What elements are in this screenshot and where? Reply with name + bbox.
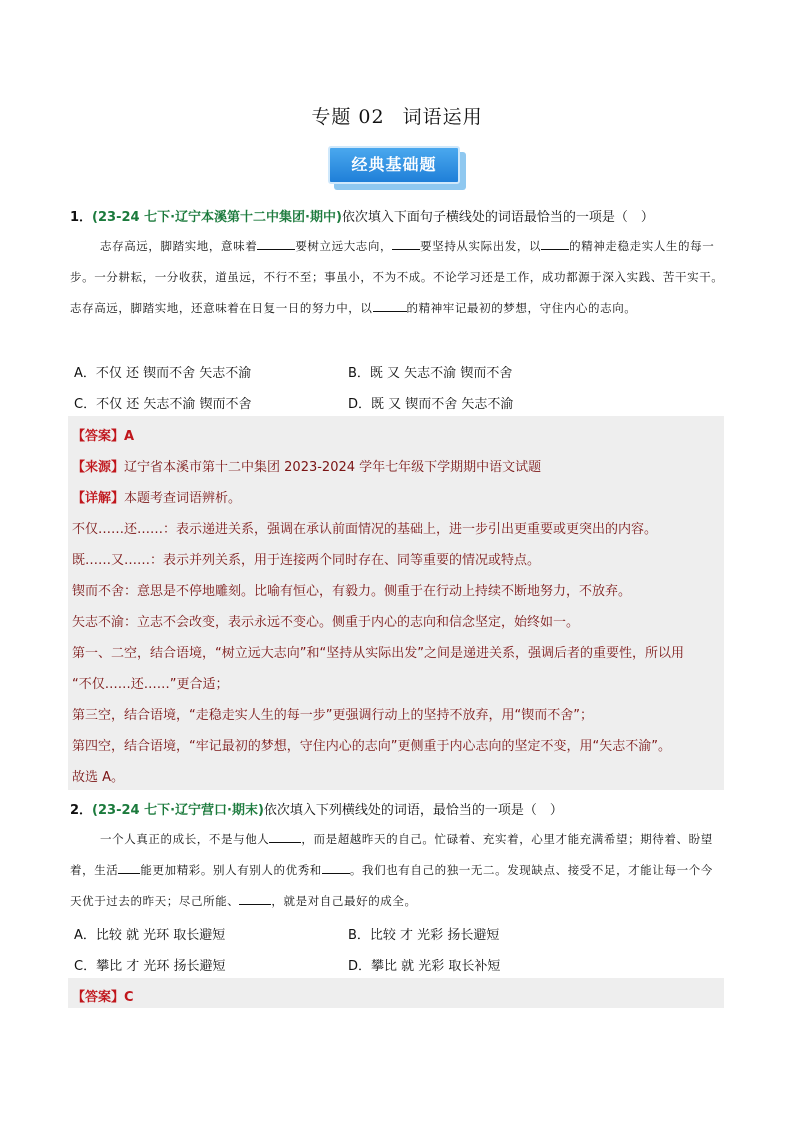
passage-text: 。我们也有自己的独一无二。发现缺点、接受不足，才能让每一个今天优于过去的昨天；尽己所能、 [70, 863, 713, 908]
question-1-passage [70, 231, 724, 324]
origin-text: 辽宁省本溪市第十二中集团 2023-2024 学年七年级下学期期中语文试题 [124, 460, 542, 475]
question-source: (23-24 七下·辽宁本溪第十二中集团·期中) [92, 210, 342, 225]
title-topic-name: 词语运用 [402, 106, 483, 128]
question-2-stem [70, 799, 725, 818]
fill-blank [239, 892, 271, 905]
question-prompt: 依次填入下面句子横线处的词语最恰当的一项是（ ） [341, 210, 654, 225]
answer-line [72, 986, 722, 1005]
fill-blank [392, 237, 420, 250]
explanation-line: 不仅……还……：表示递进关系，强调在承认前面情况的基础上，进一步引出更重要或更突出的内容。 [72, 522, 658, 537]
option-a: A．比较 就 光环 取长避短 [74, 928, 226, 943]
question-number: 1． [70, 210, 93, 225]
question-2-passage [70, 824, 724, 917]
passage-text: ，就是对自己最好的成全。 [271, 894, 417, 908]
origin-tag: 【来源】 [72, 460, 125, 475]
passage-text: 的精神走稳走实人生的每一步。一分耕耘，一分收获，道虽远，不行不至；事虽小，不为不成。不论学习还是工作，成功都源于深入实践、苦干实干。志存高远，脚踏实地，还意味着在日复一日的努力中，以 [70, 239, 724, 315]
passage-text: 志存高远，脚踏实地，意味着 [100, 239, 258, 253]
option-b: B．比较 才 光彩 扬长避短 [348, 928, 500, 943]
passage-text: 要坚持从实际出发，以 [420, 239, 542, 253]
option-b: B．既 又 矢志不渝 锲而不舍 [348, 366, 513, 381]
fill-blank [322, 861, 350, 874]
answer-tag: 【答案】 [72, 429, 125, 444]
explanation-line: 矢志不渝：立志不会改变，表示永远不变心。侧重于内心的志向和信念坚定，始终如一。 [72, 615, 580, 630]
conclusion-line: 故选 A。 [72, 770, 125, 785]
detail-tag: 【详解】 [72, 491, 125, 506]
answer-line [72, 425, 722, 444]
explanation-line: 第四空，结合语境，“牢记最初的梦想，守住内心的志向”更侧重于内心志向的坚定不变，用“矢志不渝”。 [72, 739, 671, 754]
banner-label: 经典基础题 [328, 146, 460, 184]
explanation-line: 锲而不舍：意思是不停地雕刻。比喻有恒心，有毅力。侧重于在行动上持续不断地努力，不放弃。 [72, 584, 632, 599]
title-topic-number: 专题 02 [311, 106, 385, 128]
option-d: D．既 又 锲而不舍 矢志不渝 [348, 397, 514, 412]
question-1-stem [70, 206, 725, 225]
option-c: C．攀比 才 光环 扬长避短 [74, 959, 226, 974]
passage-text: ，而是超越昨天的自己。忙碌着、充实着，心里才能充满希望；期待着、盼望着，生活 [70, 832, 713, 877]
origin-line [72, 456, 722, 475]
option-c: C．不仅 还 矢志不渝 锲而不舍 [74, 397, 252, 412]
question-prompt: 依次填入下列横线处的词语，最恰当的一项是（ ） [263, 803, 563, 818]
answer-value: A [124, 429, 135, 444]
explanation-line: “不仅……还……”更合适； [72, 677, 229, 692]
answer-value: C [124, 990, 134, 1005]
fill-blank [269, 830, 301, 843]
passage-text: 的精神牢记最初的梦想，守住内心的志向。 [406, 301, 637, 315]
fill-blank [118, 861, 140, 874]
answer-tag: 【答案】 [72, 990, 125, 1005]
explanation-line: 第一、二空，结合语境，“树立远大志向”和“坚持从实际出发”之间是递进关系，强调后者的重要性，所以用 [72, 646, 684, 661]
page-title [0, 102, 794, 129]
explanation-line: 既……又……：表示并列关系，用于连接两个同时存在、同等重要的情况或特点。 [72, 553, 541, 568]
question-source: (23-24 七下·辽宁营口·期末) [92, 803, 264, 818]
passage-text: 一个人真正的成长，不是与他人 [100, 832, 270, 846]
fill-blank [373, 299, 407, 312]
fill-blank [257, 237, 295, 250]
explanation-line: 第三空，结合语境，“走稳走实人生的每一步”更强调行动上的坚持不放弃，用“锲而不舍”； [72, 708, 593, 723]
detail-text: 本题考查词语辨析。 [124, 491, 242, 506]
passage-text: 能更加精彩。别人有别人的优秀和 [140, 863, 322, 877]
detail-line [72, 487, 722, 506]
option-a: A．不仅 还 锲而不舍 矢志不渝 [74, 366, 252, 381]
option-d: D．攀比 就 光彩 取长补短 [348, 959, 501, 974]
passage-text: 要树立远大志向， [295, 239, 393, 253]
fill-blank [541, 237, 569, 250]
question-number: 2． [70, 803, 93, 818]
section-banner [328, 146, 466, 190]
